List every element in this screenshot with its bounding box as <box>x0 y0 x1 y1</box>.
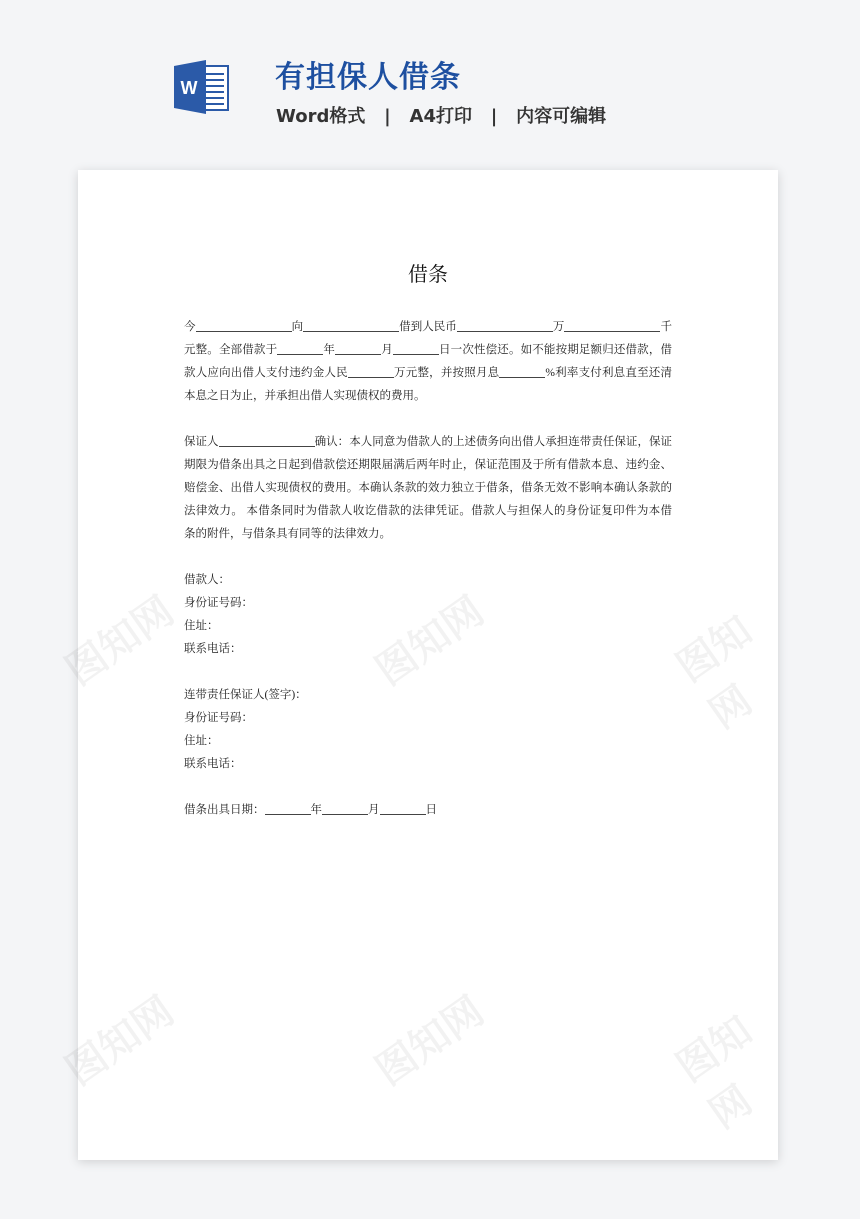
text-line: 本息之日为止，并承担出借人实现债权的费用。 <box>184 390 426 402</box>
text-line: 法律效力。 本借条同时为借款人收讫借款的法律凭证。借款人与担保人的身份证复印件为本借 <box>184 505 672 517</box>
address-label: 住址： <box>184 620 219 632</box>
document-title: 借条 <box>408 262 448 286</box>
watermark: 图知网 <box>668 1007 761 1138</box>
text-line: 赔偿金、出借人实现债权的费用。本确认条款的效力独立于借条，借条无效不影响本确认条款的 <box>184 482 672 494</box>
id-number-label: 身份证号码： <box>184 712 253 724</box>
text-line: 款人应向出借人支付违约金人民 万元整，并按照月息 %利率支付利息直至还清 <box>184 362 672 385</box>
watermark: 图知网 <box>367 988 493 1095</box>
text-line: 条的附件，与借条具有同等的法律效力。 <box>184 528 391 540</box>
watermark: 图知网 <box>668 607 761 738</box>
phone-label: 联系电话： <box>184 643 242 655</box>
word-logo-icon <box>174 60 230 114</box>
watermark: 图知网 <box>57 588 183 695</box>
subtitle: Word格式 | A4打印 | 内容可编辑 <box>276 106 607 127</box>
watermark: 图知网 <box>367 588 493 695</box>
issue-date-line: 借条出具日期： 年 月 日 <box>184 799 672 822</box>
text-line: 元整。全部借款于 年 月 日一次性偿还。如不能按期足额归还借款，借 <box>184 339 672 362</box>
guarantor-label: 连带责任保证人(签字)： <box>184 689 307 701</box>
text-line: 期限为借条出具之日起到借款偿还期限届满后两年时止，保证范围及于所有借款本息、违约金、 <box>184 459 672 471</box>
svg-text:W: W <box>180 78 198 98</box>
borrower-label: 借款人： <box>184 574 230 586</box>
address-label: 住址： <box>184 735 219 747</box>
document-body <box>184 316 672 822</box>
id-number-label: 身份证号码： <box>184 597 253 609</box>
page-title: 有担保人借条 <box>275 60 461 95</box>
watermark: 图知网 <box>57 988 183 1095</box>
document-page <box>57 170 778 1160</box>
text-line: 保证人 确认：本人同意为借款人的上述债务向出借人承担连带责任保证，保证 <box>184 431 672 454</box>
phone-label: 联系电话： <box>184 758 242 770</box>
text-line: 今 向 借到人民币 万 千 <box>184 316 672 339</box>
